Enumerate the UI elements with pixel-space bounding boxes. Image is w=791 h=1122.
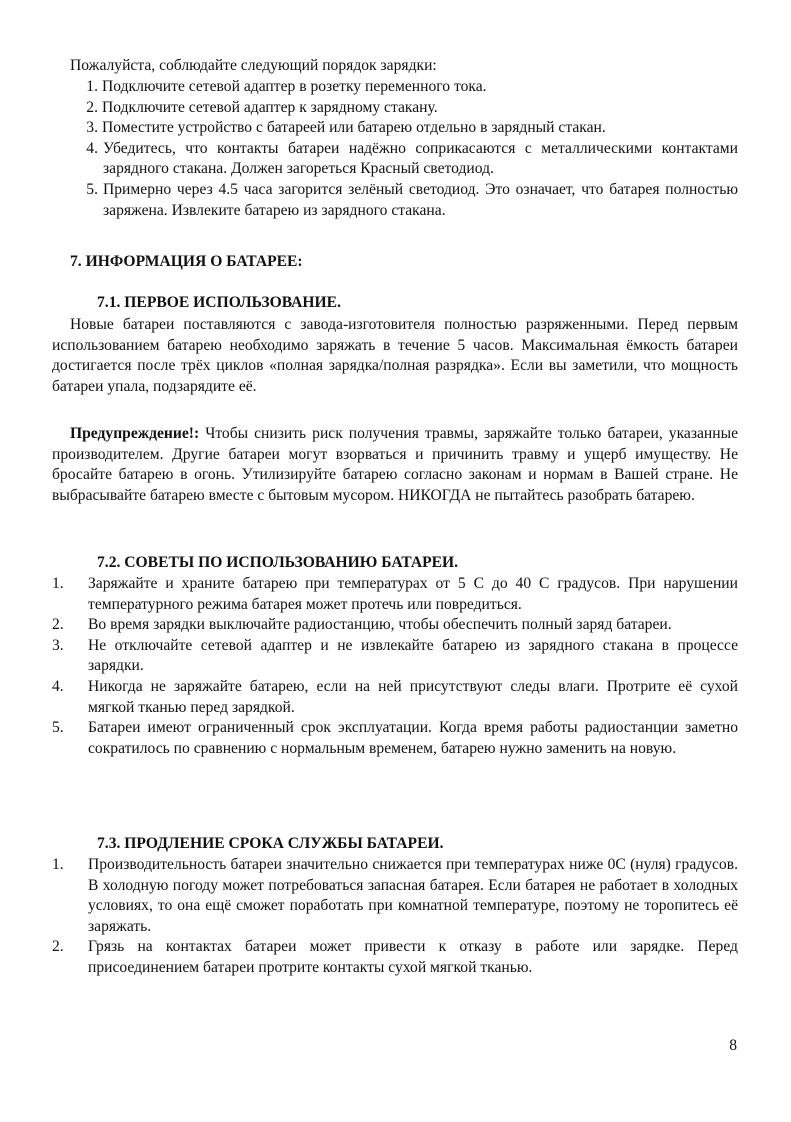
warning-label: Предупреждение!: [70,425,200,442]
first-use-paragraph: Новые батареи поставляются с завода-изготовителя полностью разряженными. Перед первым использованием батарею необходимо заряжать в течение 5 часов. Максимальная ёмкость батареи достигается после трёх циклов «полная зарядка/полная разрядка». Если вы заметили, что мощность батареи упала, подзарядите её. [52,316,738,395]
item-text: Во время зарядки выключайте радиостанцию, чтобы обеспечить полный заряд батареи. [88,616,672,634]
list-item [86,77,738,98]
list-item [86,98,738,119]
list-item [86,139,738,180]
step-text: Убедитесь, что контакты батареи надёжно соприкасаются с металлическими контактами зарядного стакана. Должен загореться Красный светодиод. [103,139,738,178]
step-text: Примерно через 4.5 часа загорится зелёный светодиод. Это означает, что батарея полностью заряжена. Извлеките батарею из зарядного стакана. [103,180,738,219]
item-number: 2. [52,616,64,634]
item-text: Никогда не заряжайте батарею, если на ней присутствуют следы влаги. Протрите её сухой мягкой тканью перед зарядкой. [88,677,738,716]
item-number: 2. [52,938,64,956]
item-text: Заряжайте и храните батарею при температурах от 5 С до 40 С градусов. При нарушении температурного режима батарея может протечь или повредиться. [88,575,738,613]
step-text: Подключите сетевой адаптер в розетку переменного тока. [102,78,487,95]
list-item [52,855,738,937]
step-number: 5. [86,180,98,198]
list-item [52,937,738,978]
subsection-title: 7.3. ПРОДЛЕНИЕ СРОКА СЛУЖБЫ БАТАРЕИ. [97,835,444,852]
step-text: Поместите устройство с батареей или батарею отдельно в зарядный стакан. [102,119,606,137]
warning-paragraph [52,424,738,506]
item-number: 1. [52,856,64,873]
page-number: 8 [729,1037,737,1054]
subsection-title: 7.2. СОВЕТЫ ПО ИСПОЛЬЗОВАНИЮ БАТАРЕИ. [97,554,459,571]
list-item [52,574,738,615]
charging-steps [86,77,738,221]
item-number: 5. [52,719,64,737]
item-number: 4. [52,677,64,695]
battery-tips-list [52,574,738,759]
list-item [86,118,738,139]
step-number: 1. [86,78,98,95]
list-item [86,180,738,221]
item-number: 3. [52,636,64,654]
subsection-title: 7.1. ПЕРВОЕ ИСПОЛЬЗОВАНИЕ. [97,294,341,311]
item-text: Грязь на контактах батареи может привести к отказу в работе или зарядке. Перед присоединением батареи протрите контакты сухой мягкой тканью. [88,938,738,976]
item-text: Не отключайте сетевой адаптер и не извлекайте батарею из зарядного стакана в процессе зарядки. [88,636,738,675]
step-number: 4. [86,139,98,157]
item-text: Производительность батареи значительно снижается при температурах ниже 0С (нуля) градусов. В холодную погоду может потребоваться запасная батарея. Если батарея не работает в холодных условиях, то она ещё сможет поработать при комнатной температуре, поэтому не торопитесь её заряжать. [88,856,738,935]
item-text: Батареи имеют ограниченный срок эксплуатации. Когда время работы радиостанции заметно сократилось по сравнению с нормальным временем, батарею нужно заменить на новую. [88,719,738,757]
list-item [52,718,738,759]
item-number: 1. [52,575,64,592]
charging-lead: Пожалуйста, соблюдайте следующий порядок зарядки: [70,57,437,74]
section-title: 7. ИНФОРМАЦИЯ О БАТАРЕЕ: [70,253,303,270]
list-item [52,677,738,718]
list-item [52,615,738,636]
battery-life-list [52,855,738,979]
list-item [52,636,738,677]
warning-text: Чтобы снизить риск получения травмы, заряжайте только батареи, указанные производителем. Другие батареи могут взорваться и причинить травму и ущерб имуществу. Не бросайте батарею в огонь. Утилизируйте батарею согласно законам и нормам в Вашей стране. Не выбрасывайте батарею вместе с бытовым мусором. НИКОГДА не пытайтесь разобрать батарею. [52,425,739,504]
step-number: 2. [86,98,98,116]
step-text: Подключите сетевой адаптер к зарядному стакану. [102,98,438,116]
step-number: 3. [86,119,98,137]
